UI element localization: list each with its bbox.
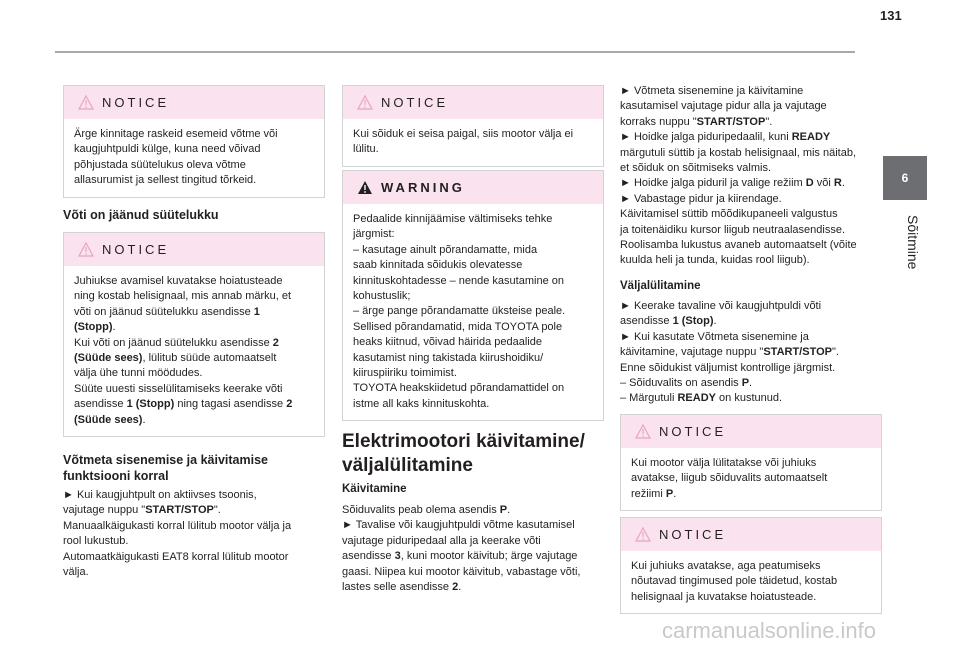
notice-text: allasurumist ja sellest tingitud tõrkeid.	[74, 174, 257, 187]
notice-box-stationary	[342, 85, 604, 167]
subheading-start: Käivitamine	[342, 483, 407, 495]
header-rule	[55, 51, 855, 53]
notice-header	[64, 86, 324, 119]
notice-header	[64, 233, 324, 266]
notice-box-key-left	[63, 232, 325, 437]
notice-title: NOTICE	[102, 242, 170, 257]
notice-text: (Süüde sees).	[74, 413, 146, 426]
notice-text: (Stopp).	[74, 321, 116, 334]
notice-text: (Süüde sees), lülitub süüde automaatselt	[74, 352, 277, 365]
section-heading-key-in-ignition: Võti on jäänud süütelukku	[63, 208, 219, 222]
notice-body	[64, 119, 324, 197]
keyless-stop-paragraph: ► Kui kaugjuhtpult on aktiivses tsoonis, vajutage nuppu "START/STOP". Manuaalkäigukasti korral lülitub mootor välja ja rool lukustub. Automaatkäigukasti EAT8 korral lülitub mootor välja.	[63, 489, 292, 579]
notice-body	[64, 266, 324, 436]
notice-text: Süüte uuesti sisselülitamiseks keerake võti	[74, 382, 283, 395]
notice-body: Kui sõiduk ei seisa paigal, siis mootor välja ei lülitu.	[353, 128, 574, 156]
notice-text: välja ühe tunni möödudes.	[74, 367, 203, 380]
shutdown-paragraph: ► Keerake tavaline või kaugjuhtpuldi võti asendisse 1 (Stop). ► Kui kasutate Võtmeta sisenemine ja käivitamine, vajutage nuppu "START/STOP". Enne sõidukist väljumist kontrollige järgmist. – Sõiduvalits on asendis P. – Märgutuli READY on kustunud.	[620, 300, 839, 405]
notice-title: NOTICE	[102, 95, 170, 110]
notice-triangle-icon	[78, 242, 94, 257]
notice-text: Ärge kinnitage raskeid esemeid võtme või	[74, 128, 278, 140]
section-heading-motor-start-stop: Elektrimootori käivitamine/ väljalülitamine	[342, 431, 585, 476]
notice-triangle-icon	[357, 95, 373, 110]
notice-text: asendisse 1 (Stopp) ning tagasi asendisse 2	[74, 398, 293, 411]
warning-title: WARNING	[381, 180, 465, 195]
notice-text: võti on jäänud süütelukku asendisse 1	[74, 305, 260, 318]
warning-header	[343, 171, 603, 204]
start-paragraph: Sõiduvalits peab olema asendis P. ► Tavalise või kaugjuhtpuldi võtme kasutamisel vajutage piduripedaal alla ja keerake võti asendisse 3, kuni mootor käivitub; ärge vajutage gaasi. Niipea kui mootor käivitub, vabastage võti, lastes selle asendisse 2.	[342, 504, 581, 594]
notice-text: ning kostab helisignaal, mis annab märku, et	[74, 290, 292, 303]
notice-text: Juhiukse avamisel kuvatakse hoiatusteade	[74, 275, 283, 287]
watermark: carmanualsonline.info	[662, 618, 877, 643]
keyless-start-paragraph: ► Võtmeta sisenemine ja käivitamine kasutamisel vajutage pidur alla ja vajutage korraks nuppu "START/STOP". ► Hoidke jalga piduripedaalil, kuni READY märgutuli süttib ja kostab helisignaal, mis näitab, et sõiduk on sõitmiseks valmis. ► Hoidke jalga piduril ja valige režiim D või R. ► Vabastage pidur ja kiirendage. Käivitamisel süttib mõõdikupaneeli valgustus ja toitenäidiku kursor liigub neutraalasendisse. Roolisamba lukustus avaneb automaatselt (võite kuulda heli ja tunda, kuidas rool liigub).	[620, 85, 857, 267]
notice-text: kaugjuhtpuldi külge, kuna need võivad	[74, 143, 261, 156]
notice-box-door-warning	[620, 517, 882, 614]
notice-header	[621, 415, 881, 448]
chapter-tab[interactable]: 6	[883, 156, 927, 200]
warning-box-pedals	[342, 170, 604, 421]
notice-title: NOTICE	[659, 424, 727, 439]
notice-body: Kui juhiuks avatakse, aga peatumiseks nõutavad tingimused pole täidetud, kostab helisignaal ja kuvatakse hoiatusteade.	[631, 560, 838, 603]
notice-body: Kui mootor välja lülitatakse või juhiuks avatakse, liigub sõiduvalits automaatselt režiimi P.	[631, 457, 828, 500]
section-heading-keyless: Võtmeta sisenemise ja käivitamise funktsiooni korral	[63, 453, 268, 483]
notice-header	[343, 86, 603, 119]
warning-body: Pedaalide kinnijäämise vältimiseks tehke järgmist: – kasutage ainult põrandamatte, mida saab kinnitada sõidukis olevatesse kinnituskohtadesse – nende kasutamine on kohustuslik; – ärge pange põrandamatte üksteise peale. Sellised põrandamatid, mida TOYOTA pole heaks kiitnud, võivad häirida pedaalide kasutamist ning takistada kiirushoidiku/ kiiruspiiriku toimimist. TOYOTA heakskiidetud põrandamattidel on istme all kaks kinnituskohta.	[353, 213, 566, 410]
notice-box-key-weight	[63, 85, 325, 198]
notice-header	[621, 518, 881, 551]
warning-triangle-icon	[357, 180, 373, 195]
notice-triangle-icon	[78, 95, 94, 110]
notice-title: NOTICE	[381, 95, 449, 110]
notice-box-auto-park	[620, 414, 882, 511]
page-number: 131	[880, 8, 902, 23]
notice-title: NOTICE	[659, 527, 727, 542]
notice-text: põhjustada süütelukus oleva võtme	[74, 158, 246, 171]
notice-triangle-icon	[635, 527, 651, 542]
chapter-label: Sõitmine	[905, 215, 921, 270]
notice-text: Kui võti on jäänud süütelukku asendisse 2	[74, 336, 279, 349]
notice-triangle-icon	[635, 424, 651, 439]
subheading-shutdown: Väljalülitamine	[620, 280, 701, 292]
